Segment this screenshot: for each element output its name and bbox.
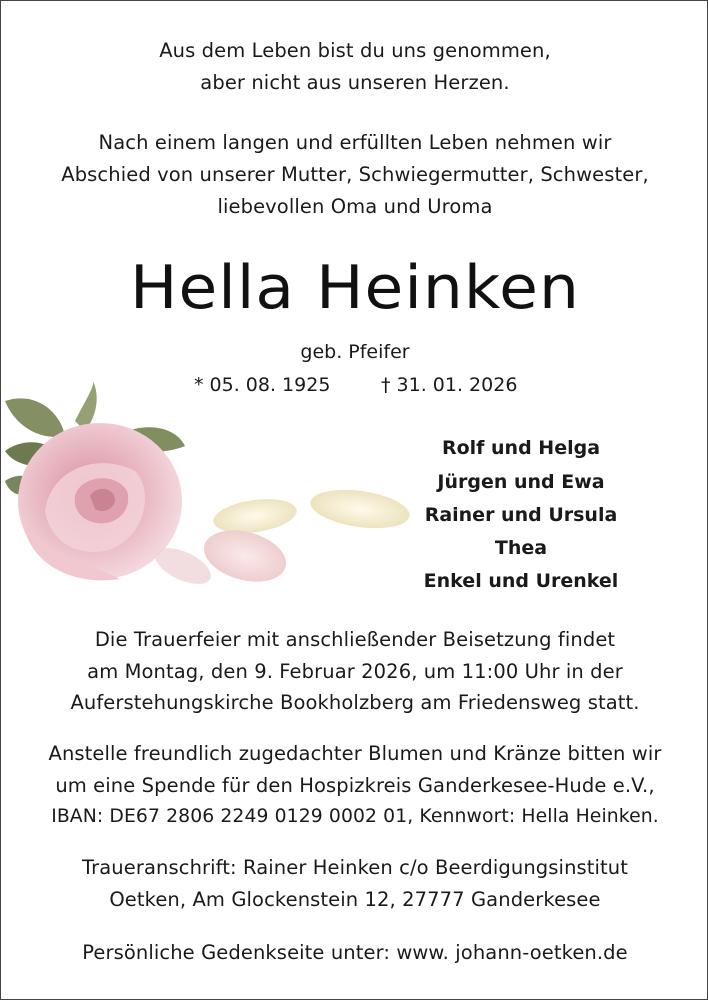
intro-line-1: Nach einem langen und erfüllten Leben nehmen wir: [98, 131, 612, 154]
family-member-3: Rainer und Ursula: [424, 504, 618, 526]
intro-line-2: Abschied von unserer Mutter, Schwiegermutter, Schwester,: [61, 163, 649, 186]
family-member-5: Enkel und Urenkel: [423, 570, 619, 592]
deceased-name: Hella Heinken: [130, 253, 580, 323]
donation-line-3: IBAN: DE67 2806 2249 0129 0002 01, Kennwort: Hella Heinken.: [51, 806, 659, 827]
death-date: † 31. 01. 2026: [381, 374, 518, 396]
address-line-2: Oetken, Am Glockenstein 12, 27777 Ganderkesee: [109, 888, 601, 911]
funeral-line-1: Die Trauerfeier mit anschließender Beisetzung findet: [94, 628, 616, 651]
intro-line-3: liebevollen Oma und Uroma: [217, 195, 493, 218]
motto-line-2: aber nicht aus unseren Herzen.: [200, 71, 510, 94]
rose-image: [5, 381, 425, 596]
address-line-1: Traueranschrift: Rainer Heinken c/o Beerdigungsinstitut: [82, 856, 628, 879]
family-member-1: Rolf und Helga: [441, 437, 601, 459]
family-member-4: Thea: [494, 537, 548, 559]
funeral-line-3: Auferstehungskirche Bookholzberg am Friedensweg statt.: [70, 691, 640, 714]
motto-line-1: Aus dem Leben bist du uns genommen,: [159, 39, 551, 62]
donation-line-1: Anstelle freundlich zugedachter Blumen und Kränze bitten wir: [48, 742, 662, 765]
funeral-line-2: am Montag, den 9. Februar 2026, um 11:00 Uhr in der: [87, 660, 623, 683]
donation-line-2: um eine Spende für den Hospizkreis Ganderkesee-Hude e.V.,: [55, 774, 655, 797]
memorial-website: Persönliche Gedenkseite unter: www. johann-oetken.de: [82, 941, 628, 964]
birth-date: * 05. 08. 1925: [194, 374, 331, 396]
birth-name: geb. Pfeifer: [300, 341, 410, 363]
family-member-2: Jürgen und Ewa: [437, 471, 605, 493]
